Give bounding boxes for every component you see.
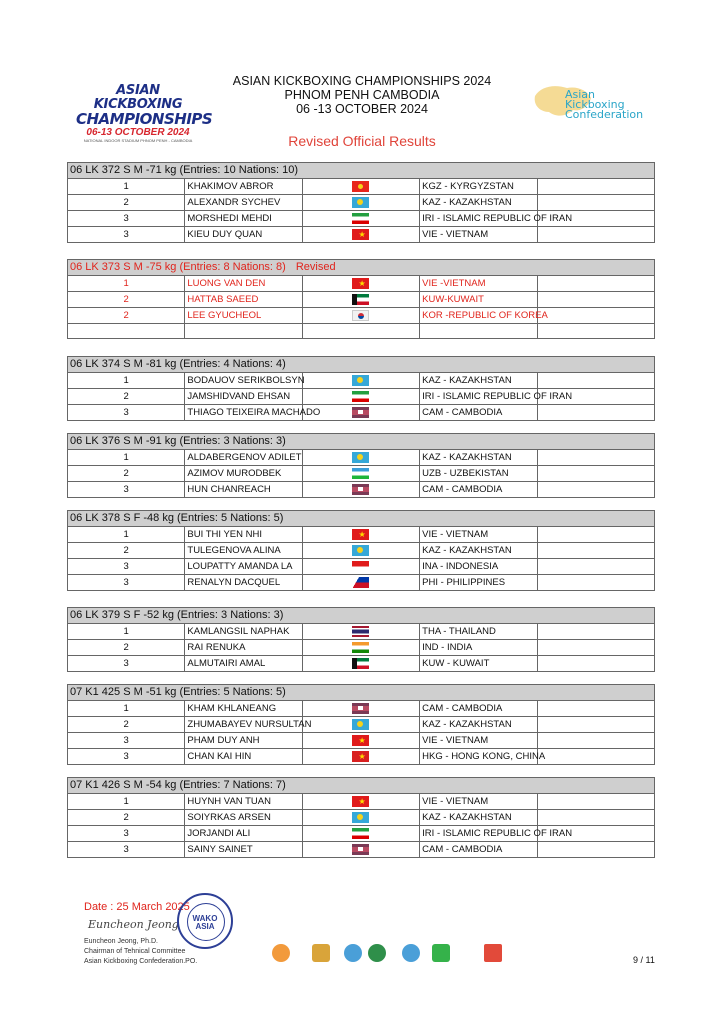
- category-header-row: [68, 511, 655, 527]
- table-row: [68, 389, 655, 405]
- flag-cell: [302, 389, 419, 405]
- athlete-name: HUN CHANREACH: [185, 482, 302, 498]
- category-title-text: 06 LK 379 S F -52 kg (Entries: 3 Nations: 3): [70, 609, 284, 621]
- empty-cell: [537, 450, 654, 466]
- nation-cell: KAZ - KAZAKHSTAN: [420, 543, 537, 559]
- nation-cell: KAZ - KAZAKHSTAN: [420, 810, 537, 826]
- flag-cell: [302, 640, 419, 656]
- kaz-flag-icon: [352, 812, 369, 823]
- rank-cell: 2: [68, 640, 185, 656]
- empty-cell: [537, 482, 654, 498]
- confed-line2: Kickboxing: [565, 98, 625, 111]
- signatory-name: Euncheon Jeong, Ph.D.: [84, 938, 158, 945]
- athlete-name: CHAN KAI HIN: [185, 749, 302, 765]
- rank-cell: 3: [68, 575, 185, 591]
- empty-cell: [537, 749, 654, 765]
- empty-cell: [537, 733, 654, 749]
- sponsor-logo-2-icon: [312, 944, 330, 962]
- flag-cell: [302, 842, 419, 858]
- sponsor-logo-1-icon: [272, 944, 290, 962]
- category-title-text: 06 LK 376 S M -91 kg (Entries: 3 Nations: 3): [70, 435, 286, 447]
- table-row: [68, 826, 655, 842]
- athlete-name: BUI THI YEN NHI: [185, 527, 302, 543]
- flag-cell: [302, 656, 419, 672]
- category-title: [68, 357, 655, 373]
- rank-cell: 3: [68, 482, 185, 498]
- empty-cell: [537, 842, 654, 858]
- flag-cell: [302, 324, 419, 339]
- empty-cell: [537, 640, 654, 656]
- rank-cell: 3: [68, 749, 185, 765]
- empty-cell: [537, 575, 654, 591]
- confederation-logo: [531, 78, 651, 130]
- table-row: [68, 575, 655, 591]
- empty-cell: [537, 179, 654, 195]
- athlete-name: [185, 324, 302, 339]
- sponsor-logo-4-icon: [368, 944, 386, 962]
- cam-flag-icon: [352, 407, 369, 418]
- empty-cell: [537, 656, 654, 672]
- table-row: [68, 559, 655, 575]
- table-row: [68, 227, 655, 243]
- nation-cell: IND - INDIA: [420, 640, 537, 656]
- rank-cell: 2: [68, 543, 185, 559]
- category-title-text: 06 LK 378 S F -48 kg (Entries: 5 Nations: 5): [70, 512, 284, 524]
- empty-cell: [537, 405, 654, 421]
- rank-cell: 2: [68, 810, 185, 826]
- rank-cell: 3: [68, 826, 185, 842]
- rank-cell: 2: [68, 292, 185, 308]
- athlete-name: ZHUMABAYEV NURSULTAN: [185, 717, 302, 733]
- nation-cell: VIE -VIETNAM: [420, 276, 537, 292]
- flag-cell: [302, 450, 419, 466]
- category-header-row: [68, 434, 655, 450]
- document-header: [200, 74, 524, 116]
- kaz-flag-icon: [352, 197, 369, 208]
- table-row: [68, 373, 655, 389]
- nation-cell: INA - INDONESIA: [420, 559, 537, 575]
- rank-cell: 1: [68, 701, 185, 717]
- signatory-org: Asian Kickboxing Confederation.PO.: [84, 958, 198, 965]
- revised-label: Revised: [295, 261, 336, 273]
- category-title: [68, 511, 655, 527]
- cam-flag-icon: [352, 844, 369, 855]
- nation-cell: PHI - PHILIPPINES: [420, 575, 537, 591]
- flag-cell: [302, 308, 419, 324]
- vie-flag-icon: ★: [352, 229, 369, 240]
- nation-cell: KAZ - KAZAKHSTAN: [420, 373, 537, 389]
- empty-cell: [537, 308, 654, 324]
- nation-cell: CAM - CAMBODIA: [420, 482, 537, 498]
- table-row: [68, 810, 655, 826]
- confed-line3: Confederation: [565, 108, 644, 121]
- category-header-row: [68, 163, 655, 179]
- category-title: [68, 685, 655, 701]
- uzb-flag-icon: [352, 468, 369, 479]
- kaz-flag-icon: [352, 719, 369, 730]
- table-row: [68, 466, 655, 482]
- rank-cell: 2: [68, 717, 185, 733]
- rank-cell: 2: [68, 466, 185, 482]
- stamp-text: WAKO ASIA: [192, 914, 218, 931]
- category-title: [68, 608, 655, 624]
- empty-cell: [537, 810, 654, 826]
- flag-cell: [302, 227, 419, 243]
- flag-cell: [302, 749, 419, 765]
- rank-cell: 3: [68, 842, 185, 858]
- athlete-name: TULEGENOVA ALINA: [185, 543, 302, 559]
- table-row: [68, 324, 655, 339]
- logo-line4: NATIONAL INDOOR STADIUM PHNOM PENH - CAMBODIA: [83, 138, 193, 143]
- athlete-name: SAINY SAINET: [185, 842, 302, 858]
- athlete-name: LUONG VAN DEN: [185, 276, 302, 292]
- nation-cell: VIE - VIETNAM: [420, 227, 537, 243]
- table-row: [68, 733, 655, 749]
- footer-date: Date : 25 March 2025: [84, 901, 190, 913]
- category-title-text: 07 K1 426 S M -54 kg (Entries: 7 Nations: 7): [70, 779, 286, 791]
- empty-cell: [537, 227, 654, 243]
- tha-flag-icon: [352, 626, 369, 637]
- flag-cell: [302, 794, 419, 810]
- kgz-flag-icon: [352, 181, 369, 192]
- nation-cell: IRI - ISLAMIC REPUBLIC OF IRAN: [420, 826, 537, 842]
- flag-cell: [302, 527, 419, 543]
- empty-cell: [537, 292, 654, 308]
- flag-cell: [302, 179, 419, 195]
- rank-cell: 1: [68, 624, 185, 640]
- kuw-flag-icon: [352, 294, 369, 305]
- athlete-name: LOUPATTY AMANDA LA: [185, 559, 302, 575]
- logo-line3: 06-13 OCTOBER 2024: [86, 127, 190, 138]
- athlete-name: ALMUTAIRI AMAL: [185, 656, 302, 672]
- table-row: [68, 482, 655, 498]
- table-row: [68, 450, 655, 466]
- flag-cell: [302, 211, 419, 227]
- empty-cell: [537, 624, 654, 640]
- nation-cell: CAM - CAMBODIA: [420, 842, 537, 858]
- athlete-name: RAI RENUKA: [185, 640, 302, 656]
- rank-cell: 2: [68, 308, 185, 324]
- category-title: [68, 163, 655, 179]
- category-title: [68, 778, 655, 794]
- rank-cell: 1: [68, 794, 185, 810]
- rank-cell: 3: [68, 733, 185, 749]
- athlete-name: RENALYN DACQUEL: [185, 575, 302, 591]
- table-row: [68, 179, 655, 195]
- rank-cell: 1: [68, 450, 185, 466]
- signatory-block: [84, 937, 197, 967]
- empty-cell: [537, 794, 654, 810]
- flag-cell: [302, 195, 419, 211]
- category-title-text: 07 K1 425 S M -51 kg (Entries: 5 Nations: 5): [70, 686, 286, 698]
- header-dates: 06 -13 OCTOBER 2024: [296, 102, 428, 116]
- rank-cell: 1: [68, 276, 185, 292]
- vie-flag-icon: ★: [352, 735, 369, 746]
- empty-cell: [537, 701, 654, 717]
- sponsor-logo-7-icon: [484, 944, 502, 962]
- table-row: [68, 276, 655, 292]
- empty-cell: [537, 195, 654, 211]
- flag-cell: [302, 559, 419, 575]
- vie-flag-icon: ★: [352, 796, 369, 807]
- sponsor-logo-3-icon: [344, 944, 362, 962]
- official-stamp: [177, 893, 233, 949]
- rank-cell: 1: [68, 179, 185, 195]
- rank-cell: 1: [68, 527, 185, 543]
- flag-cell: [302, 575, 419, 591]
- empty-cell: [537, 559, 654, 575]
- table-row: [68, 195, 655, 211]
- category-table: [67, 433, 655, 498]
- nation-cell: KGZ - KYRGYZSTAN: [420, 179, 537, 195]
- flag-cell: [302, 826, 419, 842]
- cam-flag-icon: [352, 484, 369, 495]
- category-header-row: [68, 260, 655, 276]
- logo-line2: CHAMPIONSHIPS: [76, 110, 213, 128]
- flag-cell: [302, 543, 419, 559]
- rank-cell: 2: [68, 195, 185, 211]
- category-header-row: [68, 685, 655, 701]
- signatory-title: Chairman of Tehnical Committee: [84, 948, 186, 955]
- rank-cell: 2: [68, 389, 185, 405]
- hkg-flag-icon: ★: [352, 751, 369, 762]
- iri-flag-icon: [352, 213, 369, 224]
- nation-cell: UZB - UZBEKISTAN: [420, 466, 537, 482]
- category-header-row: [68, 778, 655, 794]
- rank-cell: 3: [68, 211, 185, 227]
- athlete-name: JORJANDI ALI: [185, 826, 302, 842]
- kaz-flag-icon: [352, 375, 369, 386]
- flag-cell: [302, 276, 419, 292]
- rank-cell: 1: [68, 373, 185, 389]
- cam-flag-icon: [352, 703, 369, 714]
- athlete-name: PHAM DUY ANH: [185, 733, 302, 749]
- athlete-name: KAMLANGSIL NAPHAK: [185, 624, 302, 640]
- empty-cell: [537, 276, 654, 292]
- athlete-name: BODAUOV SERIKBOLSYN: [185, 373, 302, 389]
- flag-cell: [302, 482, 419, 498]
- table-row: [68, 527, 655, 543]
- confed-line1: Asian: [565, 88, 596, 101]
- page-subtitle: Revised Official Results: [288, 133, 436, 149]
- iri-flag-icon: [352, 828, 369, 839]
- table-row: [68, 794, 655, 810]
- athlete-name: LEE GYUCHEOL: [185, 308, 302, 324]
- iri-flag-icon: [352, 391, 369, 402]
- category-table: [67, 684, 655, 765]
- athlete-name: AZIMOV MURODBEK: [185, 466, 302, 482]
- empty-cell: [537, 717, 654, 733]
- empty-cell: [537, 373, 654, 389]
- header-location: PHNOM PENH CAMBODIA: [284, 88, 440, 102]
- table-row: [68, 749, 655, 765]
- table-row: [68, 656, 655, 672]
- empty-cell: [537, 527, 654, 543]
- athlete-name: ALDABERGENOV ADILET: [185, 450, 302, 466]
- sponsor-logo-6-icon: [432, 944, 450, 962]
- nation-cell: KUW-KUWAIT: [420, 292, 537, 308]
- athlete-name: JAMSHIDVAND EHSAN: [185, 389, 302, 405]
- nation-cell: HKG - HONG KONG, CHINA: [420, 749, 537, 765]
- athlete-name: KHAM KHLANEANG: [185, 701, 302, 717]
- table-row: [68, 308, 655, 324]
- flag-cell: [302, 373, 419, 389]
- category-table: [67, 510, 655, 591]
- rank-cell: 3: [68, 405, 185, 421]
- flag-cell: [302, 717, 419, 733]
- flag-cell: [302, 292, 419, 308]
- nation-cell: VIE - VIETNAM: [420, 733, 537, 749]
- table-row: [68, 842, 655, 858]
- category-table: [67, 162, 655, 243]
- vie-flag-icon: ★: [352, 278, 369, 289]
- nation-cell: THA - THAILAND: [420, 624, 537, 640]
- table-row: [68, 543, 655, 559]
- nation-cell: [420, 324, 537, 339]
- athlete-name: HATTAB SAEED: [185, 292, 302, 308]
- flag-cell: [302, 810, 419, 826]
- empty-cell: [537, 543, 654, 559]
- nation-cell: IRI - ISLAMIC REPUBLIC OF IRAN: [420, 389, 537, 405]
- phi-flag-icon: [352, 577, 369, 588]
- flag-cell: [302, 624, 419, 640]
- ina-flag-icon: [352, 561, 369, 572]
- athlete-name: KIEU DUY QUAN: [185, 227, 302, 243]
- flag-cell: [302, 701, 419, 717]
- category-title-text: 06 LK 372 S M -71 kg (Entries: 10 Nations: 10): [70, 164, 299, 176]
- athlete-name: HUYNH VAN TUAN: [185, 794, 302, 810]
- empty-cell: [537, 324, 654, 339]
- rank-cell: [68, 324, 185, 339]
- table-row: [68, 701, 655, 717]
- nation-cell: KOR -REPUBLIC OF KOREA: [420, 308, 537, 324]
- kaz-flag-icon: [352, 452, 369, 463]
- ind-flag-icon: [352, 642, 369, 653]
- athlete-name: THIAGO TEIXEIRA MACHADO: [185, 405, 302, 421]
- empty-cell: [537, 466, 654, 482]
- nation-cell: IRI - ISLAMIC REPUBLIC OF IRAN: [420, 211, 537, 227]
- category-table: [67, 607, 655, 672]
- nation-cell: CAM - CAMBODIA: [420, 405, 537, 421]
- sponsor-logos: [262, 944, 522, 970]
- table-row: [68, 624, 655, 640]
- category-table: [67, 356, 655, 421]
- confederation-name: [565, 90, 643, 120]
- kaz-flag-icon: [352, 545, 369, 556]
- table-row: [68, 405, 655, 421]
- kor-flag-icon: [352, 310, 369, 321]
- rank-cell: 3: [68, 227, 185, 243]
- category-title: [68, 260, 655, 276]
- flag-cell: [302, 466, 419, 482]
- kuw-flag-icon: [352, 658, 369, 669]
- table-row: [68, 717, 655, 733]
- vie-flag-icon: ★: [352, 529, 369, 540]
- athlete-name: KHAKIMOV ABROR: [185, 179, 302, 195]
- rank-cell: 3: [68, 559, 185, 575]
- athlete-name: ALEXANDR SYCHEV: [185, 195, 302, 211]
- page-number: 9 / 11: [633, 955, 655, 965]
- nation-cell: CAM - CAMBODIA: [420, 701, 537, 717]
- table-row: [68, 640, 655, 656]
- nation-cell: KAZ - KAZAKHSTAN: [420, 717, 537, 733]
- nation-cell: KAZ - KAZAKHSTAN: [420, 195, 537, 211]
- logo-line1: ASIAN KICKBOXING: [93, 83, 183, 112]
- athlete-name: SOIYRKAS ARSEN: [185, 810, 302, 826]
- category-table: [67, 777, 655, 858]
- category-table: [67, 259, 655, 339]
- nation-cell: KUW - KUWAIT: [420, 656, 537, 672]
- nation-cell: VIE - VIETNAM: [420, 794, 537, 810]
- category-title-text: 06 LK 373 S M -75 kg (Entries: 8 Nations: 8): [70, 261, 286, 273]
- rank-cell: 3: [68, 656, 185, 672]
- table-row: [68, 211, 655, 227]
- sponsor-logo-5-icon: [402, 944, 420, 962]
- category-title-text: 06 LK 374 S M -81 kg (Entries: 4 Nations: 4): [70, 358, 286, 370]
- category-title: [68, 434, 655, 450]
- signature: Euncheon Jeong: [88, 918, 179, 931]
- flag-cell: [302, 733, 419, 749]
- table-row: [68, 292, 655, 308]
- category-header-row: [68, 608, 655, 624]
- header-title: ASIAN KICKBOXING CHAMPIONSHIPS 2024: [232, 74, 492, 88]
- nation-cell: KAZ - KAZAKHSTAN: [420, 450, 537, 466]
- athlete-name: MORSHEDI MEHDI: [185, 211, 302, 227]
- nation-cell: VIE - VIETNAM: [420, 527, 537, 543]
- category-header-row: [68, 357, 655, 373]
